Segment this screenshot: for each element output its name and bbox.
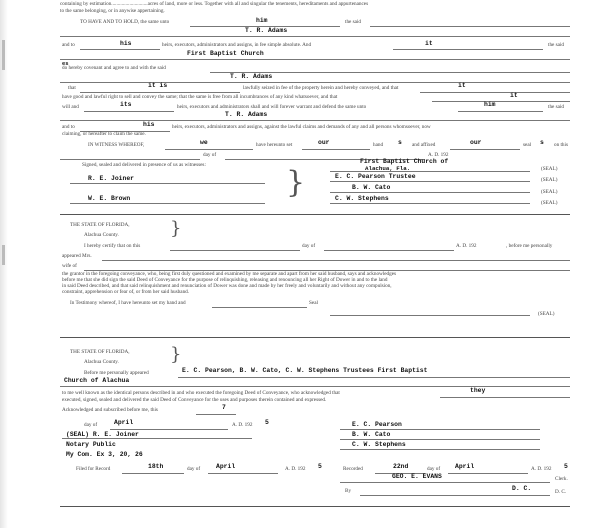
bracket: } bbox=[286, 165, 306, 200]
deputy-clerk-initials: D. C. bbox=[512, 485, 532, 492]
blank-line bbox=[178, 377, 570, 378]
blank-line bbox=[432, 101, 570, 102]
heirs-text: heirs, executors, administrators and assigns, in fee simple absolute. And bbox=[162, 42, 312, 48]
signature-line bbox=[340, 439, 540, 440]
grantor-signature-location: Alachua, Fla. bbox=[365, 165, 411, 172]
before-me-text: , before me personally bbox=[506, 243, 553, 249]
blank-line bbox=[84, 111, 174, 112]
blank-line bbox=[420, 92, 570, 93]
year-label: A. D. 192 bbox=[428, 152, 449, 158]
ack-year-digit: 5 bbox=[265, 419, 269, 426]
blank-line bbox=[196, 414, 236, 415]
trustee-signature: B. W. Cato bbox=[352, 184, 391, 191]
executed-text: executed, signed, sealed and delivered the said Deed of Conveyance for the uses and purposes therein contained and expressed. bbox=[62, 397, 327, 403]
binding-mark bbox=[2, 245, 5, 265]
year-label: A. D. 192 bbox=[456, 243, 477, 249]
year-label: A. D. 192 bbox=[285, 466, 306, 472]
notary-seal-signature: (SEAL) R. E. Joiner bbox=[66, 431, 139, 438]
grantee-name: T. R. Adams bbox=[225, 111, 268, 118]
warrant-text: heirs, executors and administrators shall and will forever warrant and defend the same unto bbox=[177, 104, 367, 110]
blank-line bbox=[324, 250, 454, 251]
seized-text: lawfully seized in fee of the property herein and hereby conveyed, and that bbox=[243, 85, 399, 91]
clerk-name: GEO. E. EVANS bbox=[392, 473, 442, 480]
trustee-signature: E. C. Pearson Trustee bbox=[335, 173, 416, 180]
bracket: } bbox=[170, 344, 182, 365]
acknowledged-text: Acknowledged and subscribed before me, this bbox=[62, 407, 158, 413]
signed-witness-text: Signed, sealed and delivered in presence of us as witnesses: bbox=[82, 162, 206, 168]
blank-line bbox=[170, 250, 300, 251]
witness-1-signature: R. E. Joiner bbox=[88, 175, 135, 182]
blank-line bbox=[165, 149, 253, 150]
ack-body-2: before me that she did sign the said Deed of Conveyance for the purpose of relinquishing, releasing and renouncing all her Right of Dower in and to the land bbox=[62, 277, 388, 283]
certify-text: I hereby certify that on this bbox=[84, 243, 141, 249]
handwritten-its: its bbox=[120, 101, 132, 108]
signature-line bbox=[340, 449, 540, 450]
clerk-label: Clerk. bbox=[555, 476, 568, 482]
witness-whereof: IN WITNESS WHEREOF, bbox=[88, 142, 145, 148]
seal-label: seal bbox=[523, 142, 532, 148]
deed-line-2: to the same belonging, or in anywise appertaining. bbox=[60, 8, 165, 14]
seal-mark: (SEAL) bbox=[541, 177, 558, 183]
grantee-name: T. R. Adams bbox=[245, 27, 288, 34]
known-text: to me well known as the identical persons described in and who executed the foregoing Deed of Conveyance, who acknowledged that bbox=[62, 390, 340, 396]
county-label: Alachua County. bbox=[84, 359, 119, 365]
claims-text-2: claiming, or hereafter to claim the same. bbox=[62, 131, 146, 137]
handwritten-s: s bbox=[398, 139, 402, 146]
blank-line bbox=[212, 307, 307, 308]
signature-line bbox=[62, 438, 252, 439]
state-label: THE STATE OF FLORIDA, bbox=[70, 349, 130, 355]
day-of-label: day of bbox=[203, 152, 217, 158]
section-divider bbox=[60, 337, 570, 338]
blank-line bbox=[60, 82, 570, 83]
day-of-label: day of bbox=[302, 243, 316, 249]
recorded-year-digit: 5 bbox=[564, 463, 568, 470]
notary-title: Notary Public bbox=[66, 441, 116, 448]
handwritten-we: we bbox=[200, 139, 208, 146]
and-to-label: and to bbox=[62, 124, 75, 130]
handwritten-him: him bbox=[484, 101, 496, 108]
claims-text: heirs, executors, administrators and assigns, against the lawful claims and demands of any and all persons whomsoever, now bbox=[172, 124, 431, 130]
ack-month: April bbox=[114, 419, 134, 426]
day-of-label: day of bbox=[427, 466, 441, 472]
blank-line bbox=[80, 49, 160, 50]
that-label: that bbox=[68, 85, 76, 91]
blank-line bbox=[80, 92, 240, 93]
county-label: Alachua County. bbox=[84, 232, 119, 238]
day-of-label: day of bbox=[84, 422, 98, 428]
signer-1: E. C. Pearson bbox=[352, 421, 402, 428]
appearing-parties: E. C. Pearson, B. W. Cato, C. W. Stephens Trustees First Baptist bbox=[182, 367, 428, 374]
seal-word: Seal bbox=[309, 300, 318, 306]
the-said-label: the said bbox=[548, 42, 564, 48]
blank-line bbox=[440, 397, 570, 398]
covenant-text: do hereby covenant and agree to and with the said bbox=[62, 65, 166, 71]
signature-line bbox=[330, 315, 530, 316]
filed-year-digit: 5 bbox=[318, 463, 322, 470]
before-appeared-text: Before me personally appeared bbox=[84, 370, 149, 376]
on-this-label: on this bbox=[554, 142, 568, 148]
blank-line bbox=[208, 473, 278, 474]
day-of-label: day of bbox=[187, 466, 201, 472]
testimony-text: In Testimony whereof, I have hereunto set my hand and bbox=[70, 300, 186, 306]
handwritten-es: es bbox=[62, 60, 69, 67]
signature-line bbox=[340, 482, 550, 483]
blank-line bbox=[458, 111, 543, 112]
blank-line bbox=[60, 36, 570, 37]
ack-body-4: constraint, apprehension or fear of, or from her said husband. bbox=[62, 289, 190, 295]
deed-line-1: containing by estimation............................acres of land, more or less. Together with all and singular the tenements, hereditaments and appurtenances bbox=[60, 1, 369, 7]
handwritten-our: our bbox=[318, 139, 330, 146]
recorded-month: April bbox=[455, 463, 475, 470]
ack-body-1: the grantor in the foregoing conveyance, who, being first duly questioned and examined by me separate and apart from her said husband, says and acknowledges bbox=[62, 271, 397, 277]
handwritten-it: it bbox=[425, 40, 433, 47]
blank-line bbox=[448, 473, 528, 474]
state-label: THE STATE OF FLORIDA, bbox=[70, 222, 130, 228]
blank-line bbox=[60, 59, 570, 60]
hand-label: hand bbox=[373, 142, 384, 148]
notary-commission: My Com. Ex 3, 20, 26 bbox=[66, 451, 143, 458]
seal-mark: (SEAL) bbox=[538, 311, 555, 317]
blank-line bbox=[450, 149, 520, 150]
handwritten-s: s bbox=[540, 139, 544, 146]
signature-line bbox=[330, 181, 530, 182]
and-to-label: and to bbox=[62, 42, 75, 48]
signature-line bbox=[330, 203, 530, 204]
the-said-label: the said bbox=[345, 19, 361, 25]
section-divider bbox=[60, 214, 570, 215]
blank-line bbox=[60, 386, 570, 387]
recorded-day: 22nd bbox=[393, 463, 409, 470]
signature-line bbox=[330, 171, 530, 172]
habendum-text: TO HAVE AND TO HOLD, the same unto bbox=[80, 19, 170, 25]
witness-line bbox=[70, 183, 265, 184]
by-label: By bbox=[345, 488, 352, 494]
blank-line bbox=[60, 120, 570, 121]
have-set-text: have hereunto set bbox=[256, 142, 293, 148]
handwritten-it: it bbox=[458, 82, 466, 89]
handwritten-they: they bbox=[470, 387, 486, 394]
handwritten-his: his bbox=[120, 40, 132, 47]
handwritten-his: his bbox=[143, 121, 155, 128]
signer-3: C. W. Stephens bbox=[352, 441, 406, 448]
witness-2-signature: W. E. Brown bbox=[88, 195, 131, 202]
year-label: A. D. 192 bbox=[531, 466, 552, 472]
trustee-signature: C. W. Stephens bbox=[335, 195, 389, 202]
signature-line bbox=[340, 429, 540, 430]
signature-line bbox=[360, 495, 550, 496]
grantor-name: First Baptist Church bbox=[187, 50, 264, 57]
grantee-name: T. R. Adams bbox=[230, 73, 273, 80]
grantor-signature: First Baptist Church of bbox=[360, 158, 449, 165]
the-said-label: the said bbox=[548, 104, 564, 110]
ack-day: 7 bbox=[222, 404, 226, 411]
filed-label: Filed for Record bbox=[76, 466, 111, 472]
handwritten-our: our bbox=[470, 139, 482, 146]
blank-line bbox=[370, 26, 570, 27]
blank-line bbox=[110, 429, 228, 430]
blank-line bbox=[302, 149, 370, 150]
ack-body-3: in said Deed described, and that said relinquishment and renunciation of Dower was done and made by her freely and voluntarily and without any compulsion, bbox=[62, 283, 392, 289]
affixed-text: and affixed bbox=[412, 142, 436, 148]
filed-month: April bbox=[216, 463, 236, 470]
blank-line bbox=[102, 260, 570, 261]
blank-line bbox=[393, 49, 543, 50]
handwritten-pronoun: him bbox=[256, 17, 268, 24]
appeared-text: appeared Mrs. bbox=[62, 253, 92, 259]
seal-mark: (SEAL) bbox=[541, 189, 558, 195]
deputy-clerk-label: D. C. bbox=[555, 489, 567, 495]
signature-line bbox=[330, 192, 530, 193]
section-divider bbox=[60, 506, 570, 507]
signer-2: B. W. Cato bbox=[352, 431, 391, 438]
blank-line bbox=[122, 473, 184, 474]
have-text: have good and lawful right to sell and convey the same; that the same is free from all incumbrances of any kind whatsoever, and that bbox=[62, 94, 338, 100]
seal-mark: (SEAL) bbox=[541, 166, 558, 172]
will-and-label: will and bbox=[62, 104, 79, 110]
handwritten-it: it bbox=[510, 92, 518, 99]
wife-of-text: wife of bbox=[62, 263, 77, 269]
filed-day: 18th bbox=[148, 463, 164, 470]
seal-mark: (SEAL) bbox=[541, 200, 558, 206]
witness-line bbox=[70, 203, 265, 204]
bracket: } bbox=[170, 218, 182, 239]
binding-mark bbox=[2, 40, 5, 70]
year-label: A. D. 192 bbox=[232, 422, 253, 428]
blank-line bbox=[60, 159, 200, 160]
handwritten-it-is: it is bbox=[148, 82, 168, 89]
appearing-parties-2: Church of Alachua bbox=[64, 377, 130, 384]
recorded-label: Recorded bbox=[343, 466, 363, 472]
